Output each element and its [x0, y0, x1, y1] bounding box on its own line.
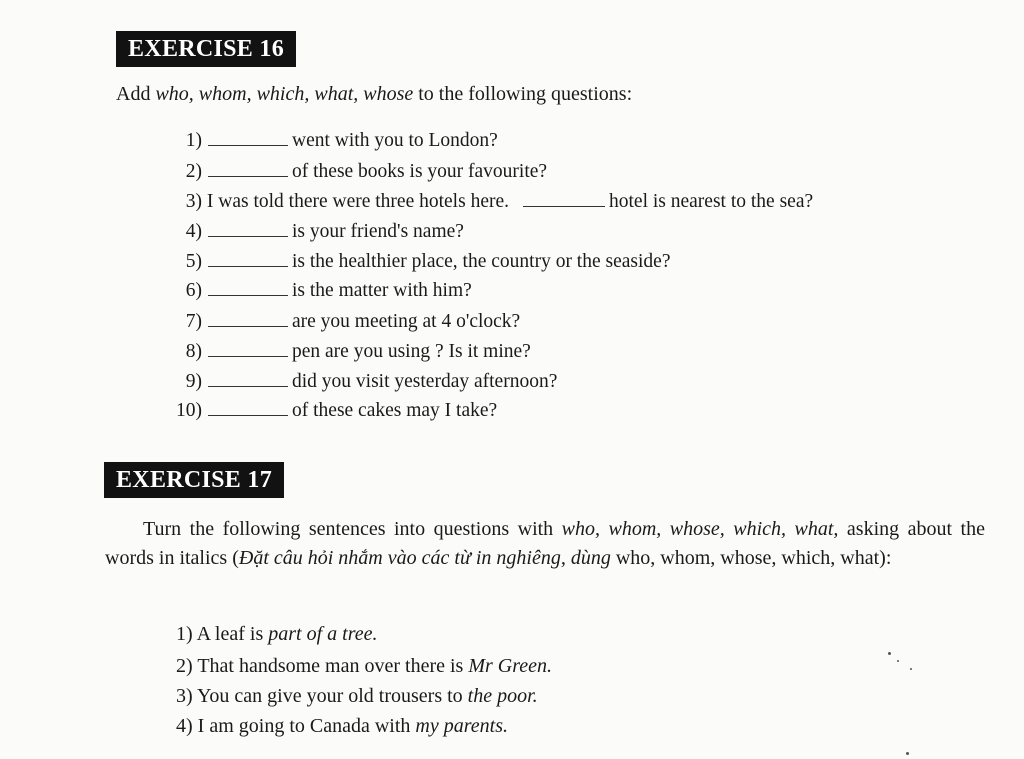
question-number: 2) [185, 161, 202, 182]
question-1 [176, 129, 498, 153]
answer-blank [208, 281, 288, 296]
sentence-3 [176, 684, 538, 708]
question-prefix: I was told there were three hotels here. [206, 191, 509, 212]
question-number: 4) [185, 221, 202, 242]
question-number: 8) [185, 341, 202, 362]
question-2 [176, 160, 547, 184]
instruction-words: who, whom, which, what, whose [155, 83, 414, 105]
exercise-16-heading: EXERCISE 16 [116, 31, 296, 67]
instruction-prefix: Add [116, 83, 156, 105]
question-text: of these books is your favourite? [292, 161, 548, 182]
answer-blank [208, 372, 288, 387]
scan-speck [906, 752, 909, 755]
instruction-part-1: Turn the following sentences into questions with [143, 518, 562, 540]
answer-blank [208, 401, 288, 416]
question-number: 7) [185, 311, 202, 332]
sentence-plain: You can give your old trousers to [196, 685, 468, 707]
instruction-vietnamese: Đặt câu hỏi nhắm vào các từ in nghiêng, dùng [238, 547, 611, 569]
answer-blank [208, 162, 288, 177]
sentence-number: 2) [176, 655, 193, 677]
question-text: did you visit yesterday afternoon? [292, 371, 558, 392]
sentence-2 [176, 654, 552, 678]
answer-blank [208, 342, 288, 357]
sentence-plain: A leaf is [196, 623, 269, 645]
question-text: is the healthier place, the country or the seaside? [292, 251, 671, 272]
question-4 [176, 220, 464, 244]
sentence-italic: part of a tree. [268, 623, 378, 645]
question-3 [176, 190, 813, 214]
answer-blank [208, 222, 288, 237]
instruction-suffix: to the following questions: [413, 83, 633, 105]
sentence-plain: I am going to Canada with [197, 715, 416, 737]
question-number: 1) [185, 130, 202, 151]
answer-blank [523, 192, 605, 207]
question-text: of these cakes may I take? [292, 400, 498, 421]
question-number: 5) [185, 251, 202, 272]
sentence-italic: my parents. [415, 715, 508, 737]
instruction-words: who, whom, whose, which, what, [561, 518, 839, 540]
sentence-number: 3) [176, 685, 193, 707]
question-number: 6) [185, 280, 202, 301]
sentence-1 [176, 622, 377, 646]
question-text: are you meeting at 4 o'clock? [292, 311, 521, 332]
exercise-17-heading: EXERCISE 17 [104, 462, 284, 498]
answer-blank [208, 312, 288, 327]
sentence-italic: Mr Green. [468, 655, 553, 677]
answer-blank [208, 131, 288, 146]
scan-speck [897, 660, 899, 662]
exercise-17-instruction [105, 515, 985, 573]
scan-speck [888, 652, 891, 655]
scan-speck [910, 668, 912, 670]
instruction-part-4: ): [879, 547, 892, 569]
question-text: is your friend's name? [292, 221, 464, 242]
question-text: pen are you using ? Is it mine? [292, 341, 531, 362]
sentence-4 [176, 714, 508, 738]
question-number: 3) [185, 191, 202, 212]
question-9 [176, 370, 557, 394]
sentence-number: 4) [176, 715, 193, 737]
instruction-part-3: who, whom, whose, which, what [610, 547, 880, 569]
question-text: went with you to London? [292, 130, 498, 151]
question-7 [176, 310, 520, 334]
sentence-italic: the poor. [467, 685, 538, 707]
question-text: hotel is nearest to the sea? [609, 191, 814, 212]
question-text: is the matter with him? [292, 280, 472, 301]
question-10 [166, 399, 497, 423]
question-number: 10) [176, 400, 202, 421]
instruction-part-2: asking about the words in italics ( [105, 518, 985, 569]
sentence-plain: That handsome man over there is [197, 655, 469, 677]
question-number: 9) [185, 371, 202, 392]
sentence-number: 1) [176, 623, 193, 645]
exercise-16-instruction [116, 82, 632, 106]
answer-blank [208, 252, 288, 267]
question-5 [176, 250, 670, 274]
question-8 [176, 340, 531, 364]
question-6 [176, 279, 472, 303]
